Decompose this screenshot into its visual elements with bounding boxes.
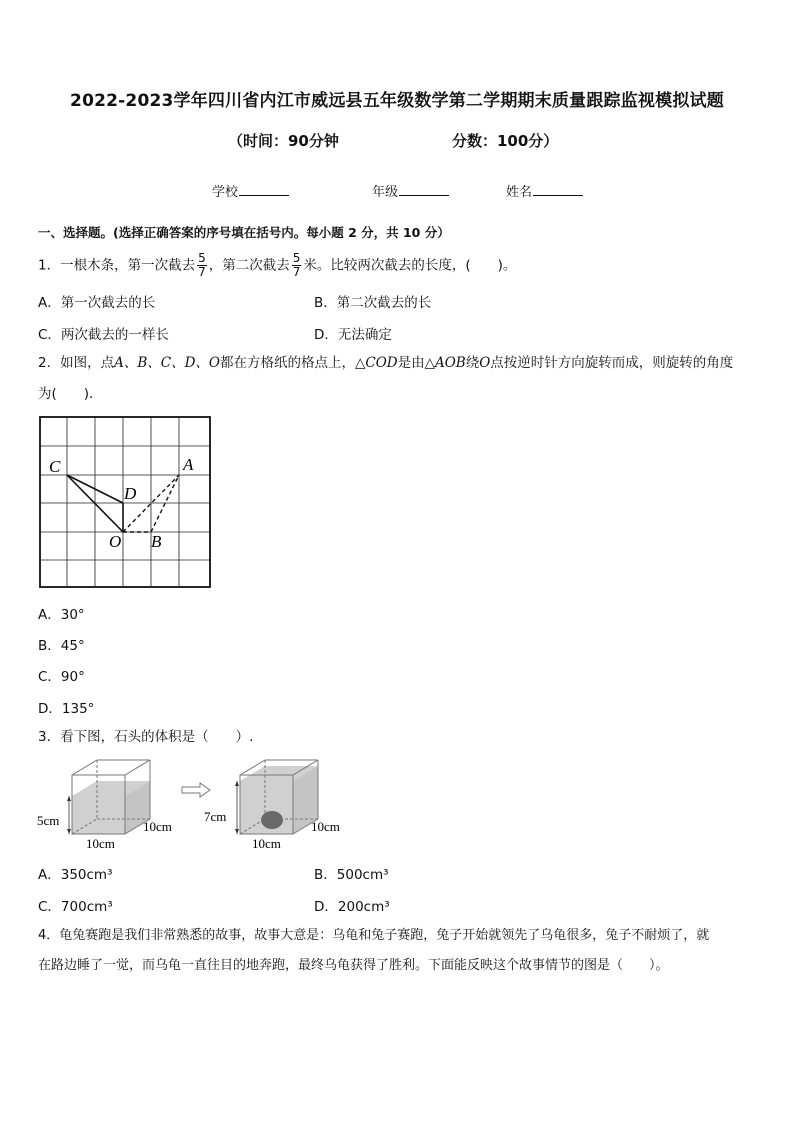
q1-mid: ，第二次截去	[208, 257, 290, 274]
left-container	[37, 760, 172, 851]
q3-option-d[interactable]: D．200cm³	[314, 899, 390, 915]
q1-post: 米。比较两次截去的长度，( )。	[303, 257, 517, 274]
label-d: D	[124, 484, 137, 503]
name-label: 姓名	[506, 185, 533, 200]
q2-option-c[interactable]: C．90°	[38, 669, 85, 685]
q1-option-a[interactable]: A．第一次截去的长	[38, 295, 156, 311]
label-c: C	[49, 457, 61, 476]
q1-fraction-2: $\frac{5}{7}$	[292, 251, 301, 279]
q4-stem-line2: 在路边睡了一觉，而乌龟一直往目的地奔跑，最终乌龟获得了胜利。下面能反映这个故事情节的图是（ ）。	[38, 958, 669, 973]
label-b: B	[151, 532, 162, 551]
name-blank[interactable]	[533, 183, 583, 196]
left-height-label: 5cm	[37, 813, 60, 828]
q1-pre: 1．一根木条，第一次截去	[38, 257, 196, 274]
q1-fraction-1: $\frac{5}{7}$	[198, 251, 206, 279]
q1-stem	[38, 252, 516, 279]
time-label: （时间：90分钟	[228, 132, 339, 150]
grade-label: 年级	[372, 185, 399, 200]
q2-option-a[interactable]: A．30°	[38, 607, 85, 623]
section-heading: 一、选择题。(选择正确答案的序号填在括号内。每小题 2 分，共 10 分）	[38, 225, 450, 240]
exam-title: 2022-2023学年四川省内江市威远县五年级数学第二学期期末质量跟踪监视模拟试题	[70, 91, 724, 111]
q2-option-d[interactable]: D．135°	[38, 701, 95, 717]
stone-icon	[261, 811, 283, 829]
q4-stem-line1: 4．龟兔赛跑是我们非常熟悉的故事，故事大意是：乌龟和兔子赛跑，兔子开始就领先了乌龟很多，兔子不耐烦了，就	[38, 928, 710, 943]
q3-option-c[interactable]: C．700cm³	[38, 899, 113, 915]
left-width-label: 10cm	[86, 836, 115, 851]
q2-option-b[interactable]: B．45°	[38, 638, 85, 654]
q1-option-b[interactable]: B．第二次截去的长	[314, 295, 432, 311]
right-container	[204, 760, 340, 851]
name-field	[506, 181, 583, 200]
q1-option-d[interactable]: D．无法确定	[314, 327, 392, 343]
q3-option-a[interactable]: A．350cm³	[38, 867, 113, 883]
q2-stem-line2: 为( )．	[38, 386, 103, 402]
q2-stem: 2．如图，点A、B、C、D、O都在方格纸的格点上，△COD是由△AOB绕O点按逆时针方向旋转而成，则旋转的角度	[38, 355, 734, 371]
q3-figure	[34, 752, 364, 858]
q3-stem: 3．看下图，石头的体积是（ ）.	[38, 729, 254, 745]
score-label: 分数：100分）	[452, 132, 559, 150]
arrow-icon	[182, 783, 210, 797]
q3-option-b[interactable]: B．500cm³	[314, 867, 389, 883]
right-width-label: 10cm	[252, 836, 281, 851]
right-depth-label: 10cm	[311, 819, 340, 834]
grade-field	[372, 181, 449, 200]
q2-grid-figure	[38, 415, 214, 591]
label-o: O	[109, 532, 122, 551]
school-field	[212, 181, 289, 200]
right-height-label: 7cm	[204, 809, 227, 824]
school-blank[interactable]	[239, 183, 289, 196]
q1-option-c[interactable]: C．两次截去的一样长	[38, 327, 169, 343]
grade-blank[interactable]	[399, 183, 449, 196]
label-a: A	[183, 455, 194, 474]
school-label: 学校	[212, 185, 239, 200]
left-depth-label: 10cm	[143, 819, 172, 834]
